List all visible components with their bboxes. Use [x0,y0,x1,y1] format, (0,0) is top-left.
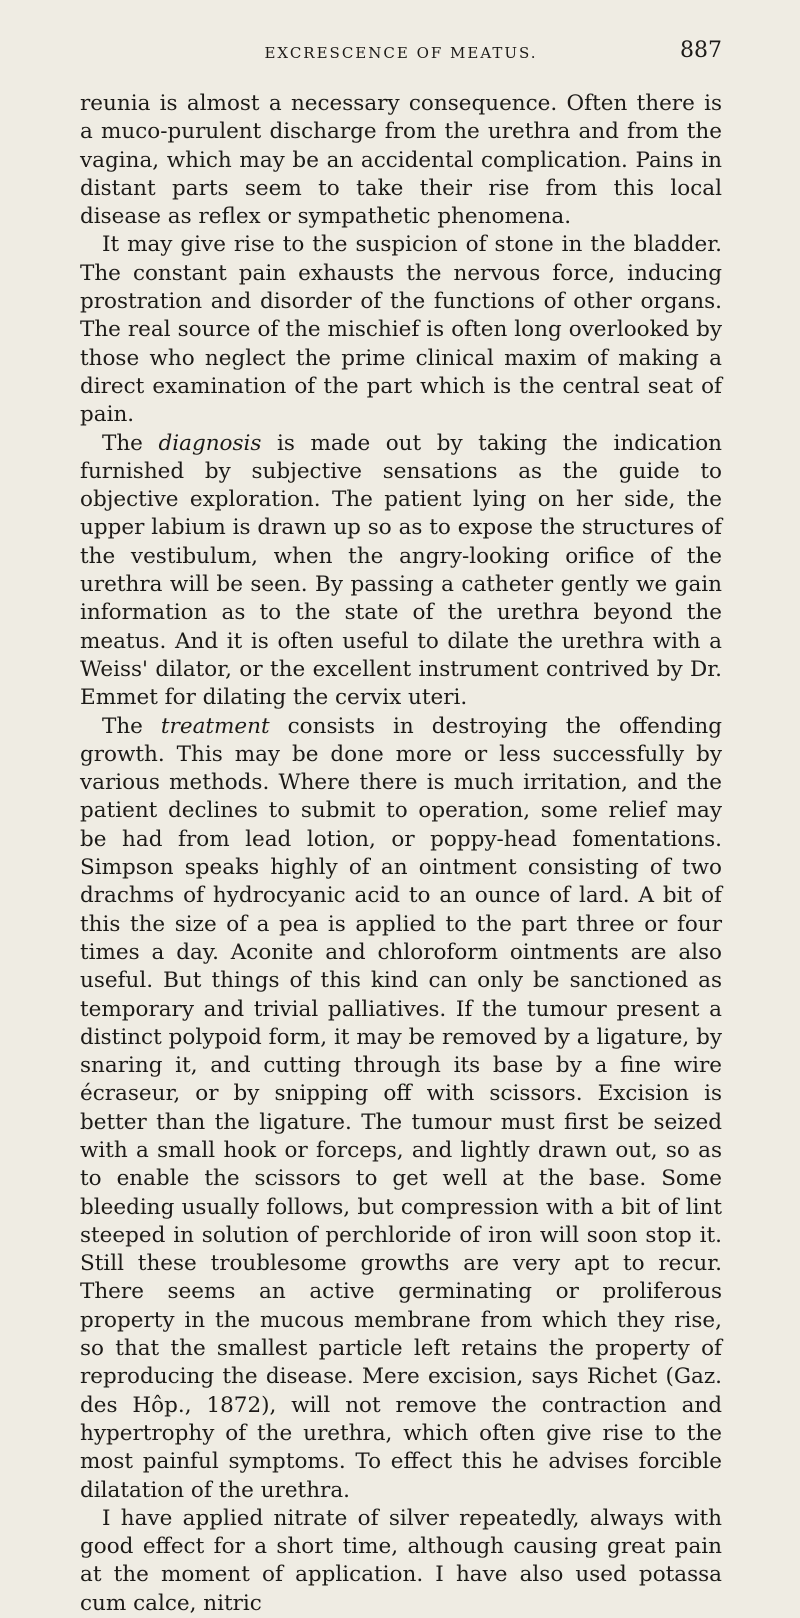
diagnosis-term: diagnosis [158,430,262,456]
paragraph-4-lead: The [102,713,143,739]
page-header [80,38,722,74]
paragraph-1: reunia is almost a necessary consequence. Often there is a muco-purulent discharge from the urethra and from the vagina, which may be an accidental complication. Pains in distant parts seem to take their rise from this local disease as reflex or sympathetic phenomena. [80,91,722,230]
paragraph-3-lead: The [102,430,143,456]
paragraph-2: It may give rise to the suspicion of stone in the bladder. The constant pain exhausts the nervous force, inducing prostration and disorder of the functions of other organs. The real source of the mischief is often long overlooked by those who neglect the prime clinical maxim of making a direct examination of the part which is the central seat of pain. [80,232,722,428]
paragraph-5: I have applied nitrate of silver repeatedly, always with good effect for a short time, although causing great pain at the moment of application. I have also used potassa cum calce, nitric [80,1505,722,1616]
page-number: 887 [680,38,722,63]
body-text [80,90,722,1618]
paragraph-4 [80,713,722,1505]
running-head: EXCRESCENCE OF MEATUS. [264,44,538,62]
paragraph-4-text: consists in destroying the offending growth. This may be done more or less successfully by various methods. Where there is much irritation, and the patient declines to submit to operation, some relief may be had from lead lotion, or poppy-head fomentations. Simpson speaks highly of an ointment consisting of two drachms of hydrocyanic acid to an ounce of lard. A bit of this the size of a pea is applied to the part three or four times a day. Aconite and chloroform ointments are also useful. But things of this kind can only be sanctioned as temporary and trivial palliatives. If the tumour present a distinct polypoid form, it may be removed by a ligature, by snaring it, and cutting through its base by a fine wire écraseur, or by snipping off with scissors. Excision is better than the ligature. The tumour must first be seized with a small hook or forceps, and lightly drawn out, so as to enable the scissors to get well at the base. Some bleeding usually follows, but compression with a bit of lint steeped in solution of perchloride of iron will soon stop it. Still these troublesome growths are very apt to recur. There seems an active germinating or proliferous property in the mucous membrane from which they rise, so that the smallest particle left retains the property of reproducing the disease. Mere excision, says Richet (Gaz. des Hôp., 1872), will not remove the contraction and hypertrophy of the urethra, which often give rise to the most painful symptoms. To effect this he advises forcible dilatation of the urethra. [80,713,723,1503]
book-page [80,38,722,1618]
paragraph-3-text: is made out by taking the indication furnished by subjective sensations as the guide to objective exploration. The patient lying on her side, the upper labium is drawn up so as to expose the structures of the vestibulum, when the angry-looking orifice of the urethra will be seen. By passing a catheter gently we gain information as to the state of the urethra beyond the meatus. And it is often useful to dilate the urethra with a Weiss' dilator, or the excellent instrument contrived by Dr. Emmet for dilating the cervix uteri. [80,430,722,711]
paragraph-3 [80,430,722,713]
treatment-term: treatment [160,713,270,739]
